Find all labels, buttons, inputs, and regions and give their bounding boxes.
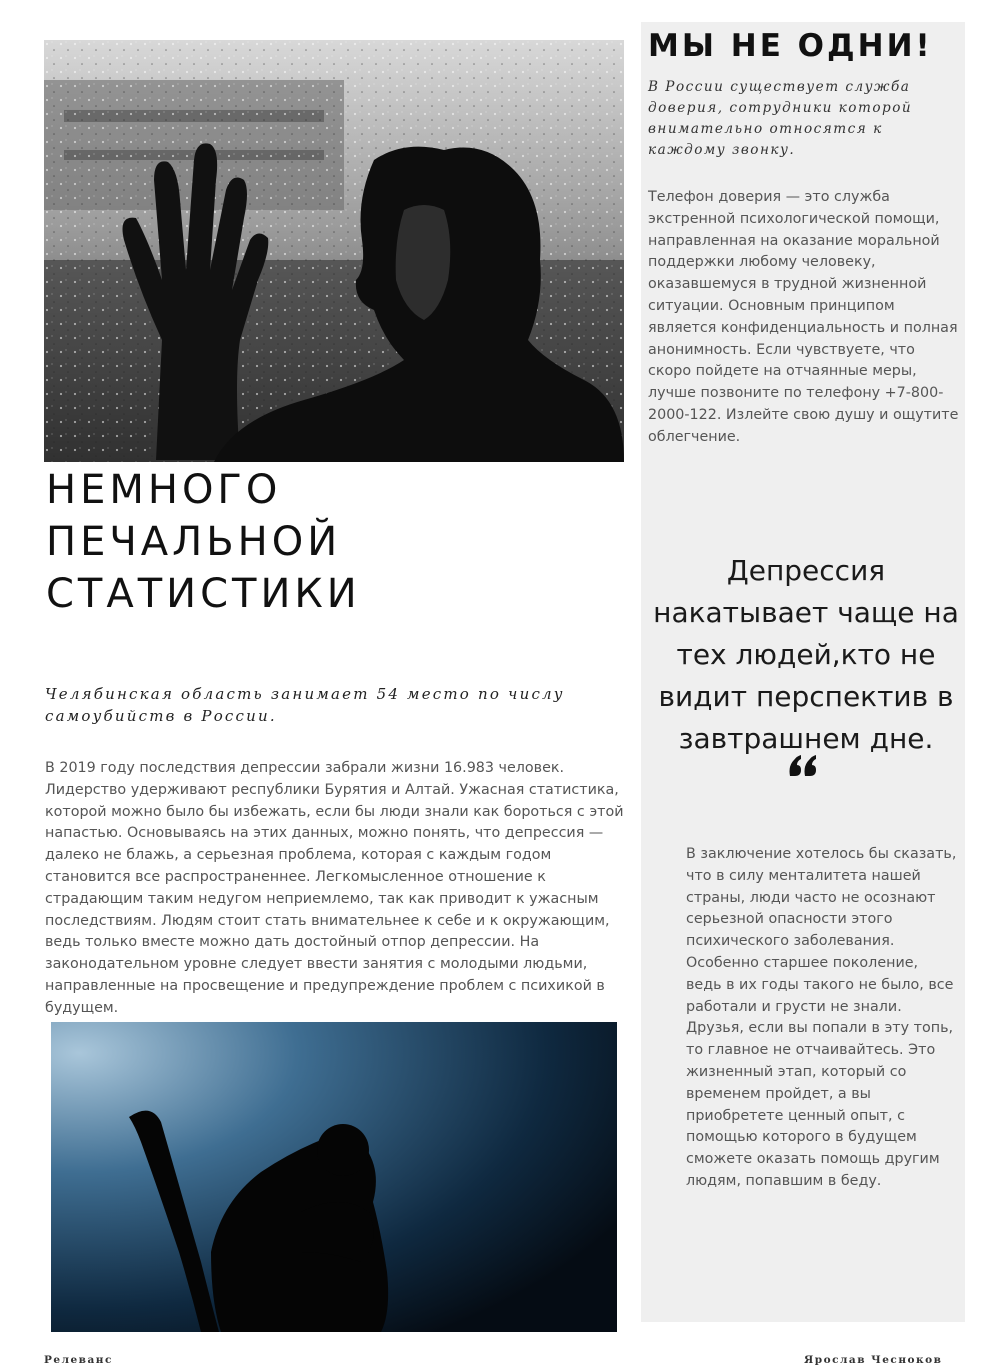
side-lead: В России существует служба доверия, сотрудники которой внимательно относятся к каждому звонку. [648, 79, 913, 158]
conclusion-text: В заключение хотелось бы сказать, что в силу менталитета нашей страны, люди часто не осознают серьезной опасности этого психического заболевания. Особенно старшее поколение, ведь в их годы такого не было, все работали и грусти не знали. Друзья, если вы попали в эту топь, то главное не отчаивайтесь. Это жизненный этап, который со временем пройдет, а вы приобретете ценный опыт, с помощью которого в будущем сможете оказать помощь другим людям, попавшим в беду. [686, 846, 957, 1189]
footer-publication: Релеванс [44, 1354, 113, 1366]
pull-quote: Депрессия накатывает чаще на тех людей,кто не видит перспектив в завтрашнем дне. [653, 554, 959, 755]
side-title: МЫ НЕ ОДНИ! [648, 28, 933, 64]
side-body: Телефон доверия — это служба экстренной психологической помощи, направленная на оказание моральной поддержки любому человеку, оказавшемуся в трудной жизненной ситуации. Основным принципом является конфиденциальность и полная анонимность. Если чувствуете, что скоро пойдете на отчаянные меры, лучше позвоните по телефону +7-800-2000-122. Излейте свою душу и ощутите облегчение. [648, 189, 959, 445]
photo-sitting-silhouette [51, 1022, 617, 1332]
main-body: В 2019 году последствия депрессии забрали жизни 16.983 человек. Лидерство удерживают республики Бурятия и Алтай. Ужасная статистика, которой можно было бы избежать, если бы люди знали как бороться с этой напастью. Основываясь на этих данных, можно понять, что депрессия — далеко не блажь, а серьезная проблема, которая с каждым годом становится все распространеннее. Легкомысленное отношение к страдающим таким недугом неприемлемо, так как приводит к ужасным последствиям. Людям стоит стать внимательнее к себе и к окружающим, ведь только вместе можно дать достойный отпор депрессии. На законодательном уровне следует ввести занятия с молодыми людьми, направленные на просвещение и предупреждение проблем с психикой в будущем. [45, 760, 624, 1016]
quote-mark-icon [788, 752, 818, 778]
main-title: НЕМНОГО ПЕЧАЛЬНОЙ СТАТИСТИКИ [46, 467, 361, 617]
main-lead: Челябинская область занимает 54 место по числу самоубийств в России. [45, 685, 565, 725]
footer-author: Ярослав Чесноков [804, 1354, 943, 1366]
photo-man-at-window [44, 40, 624, 462]
